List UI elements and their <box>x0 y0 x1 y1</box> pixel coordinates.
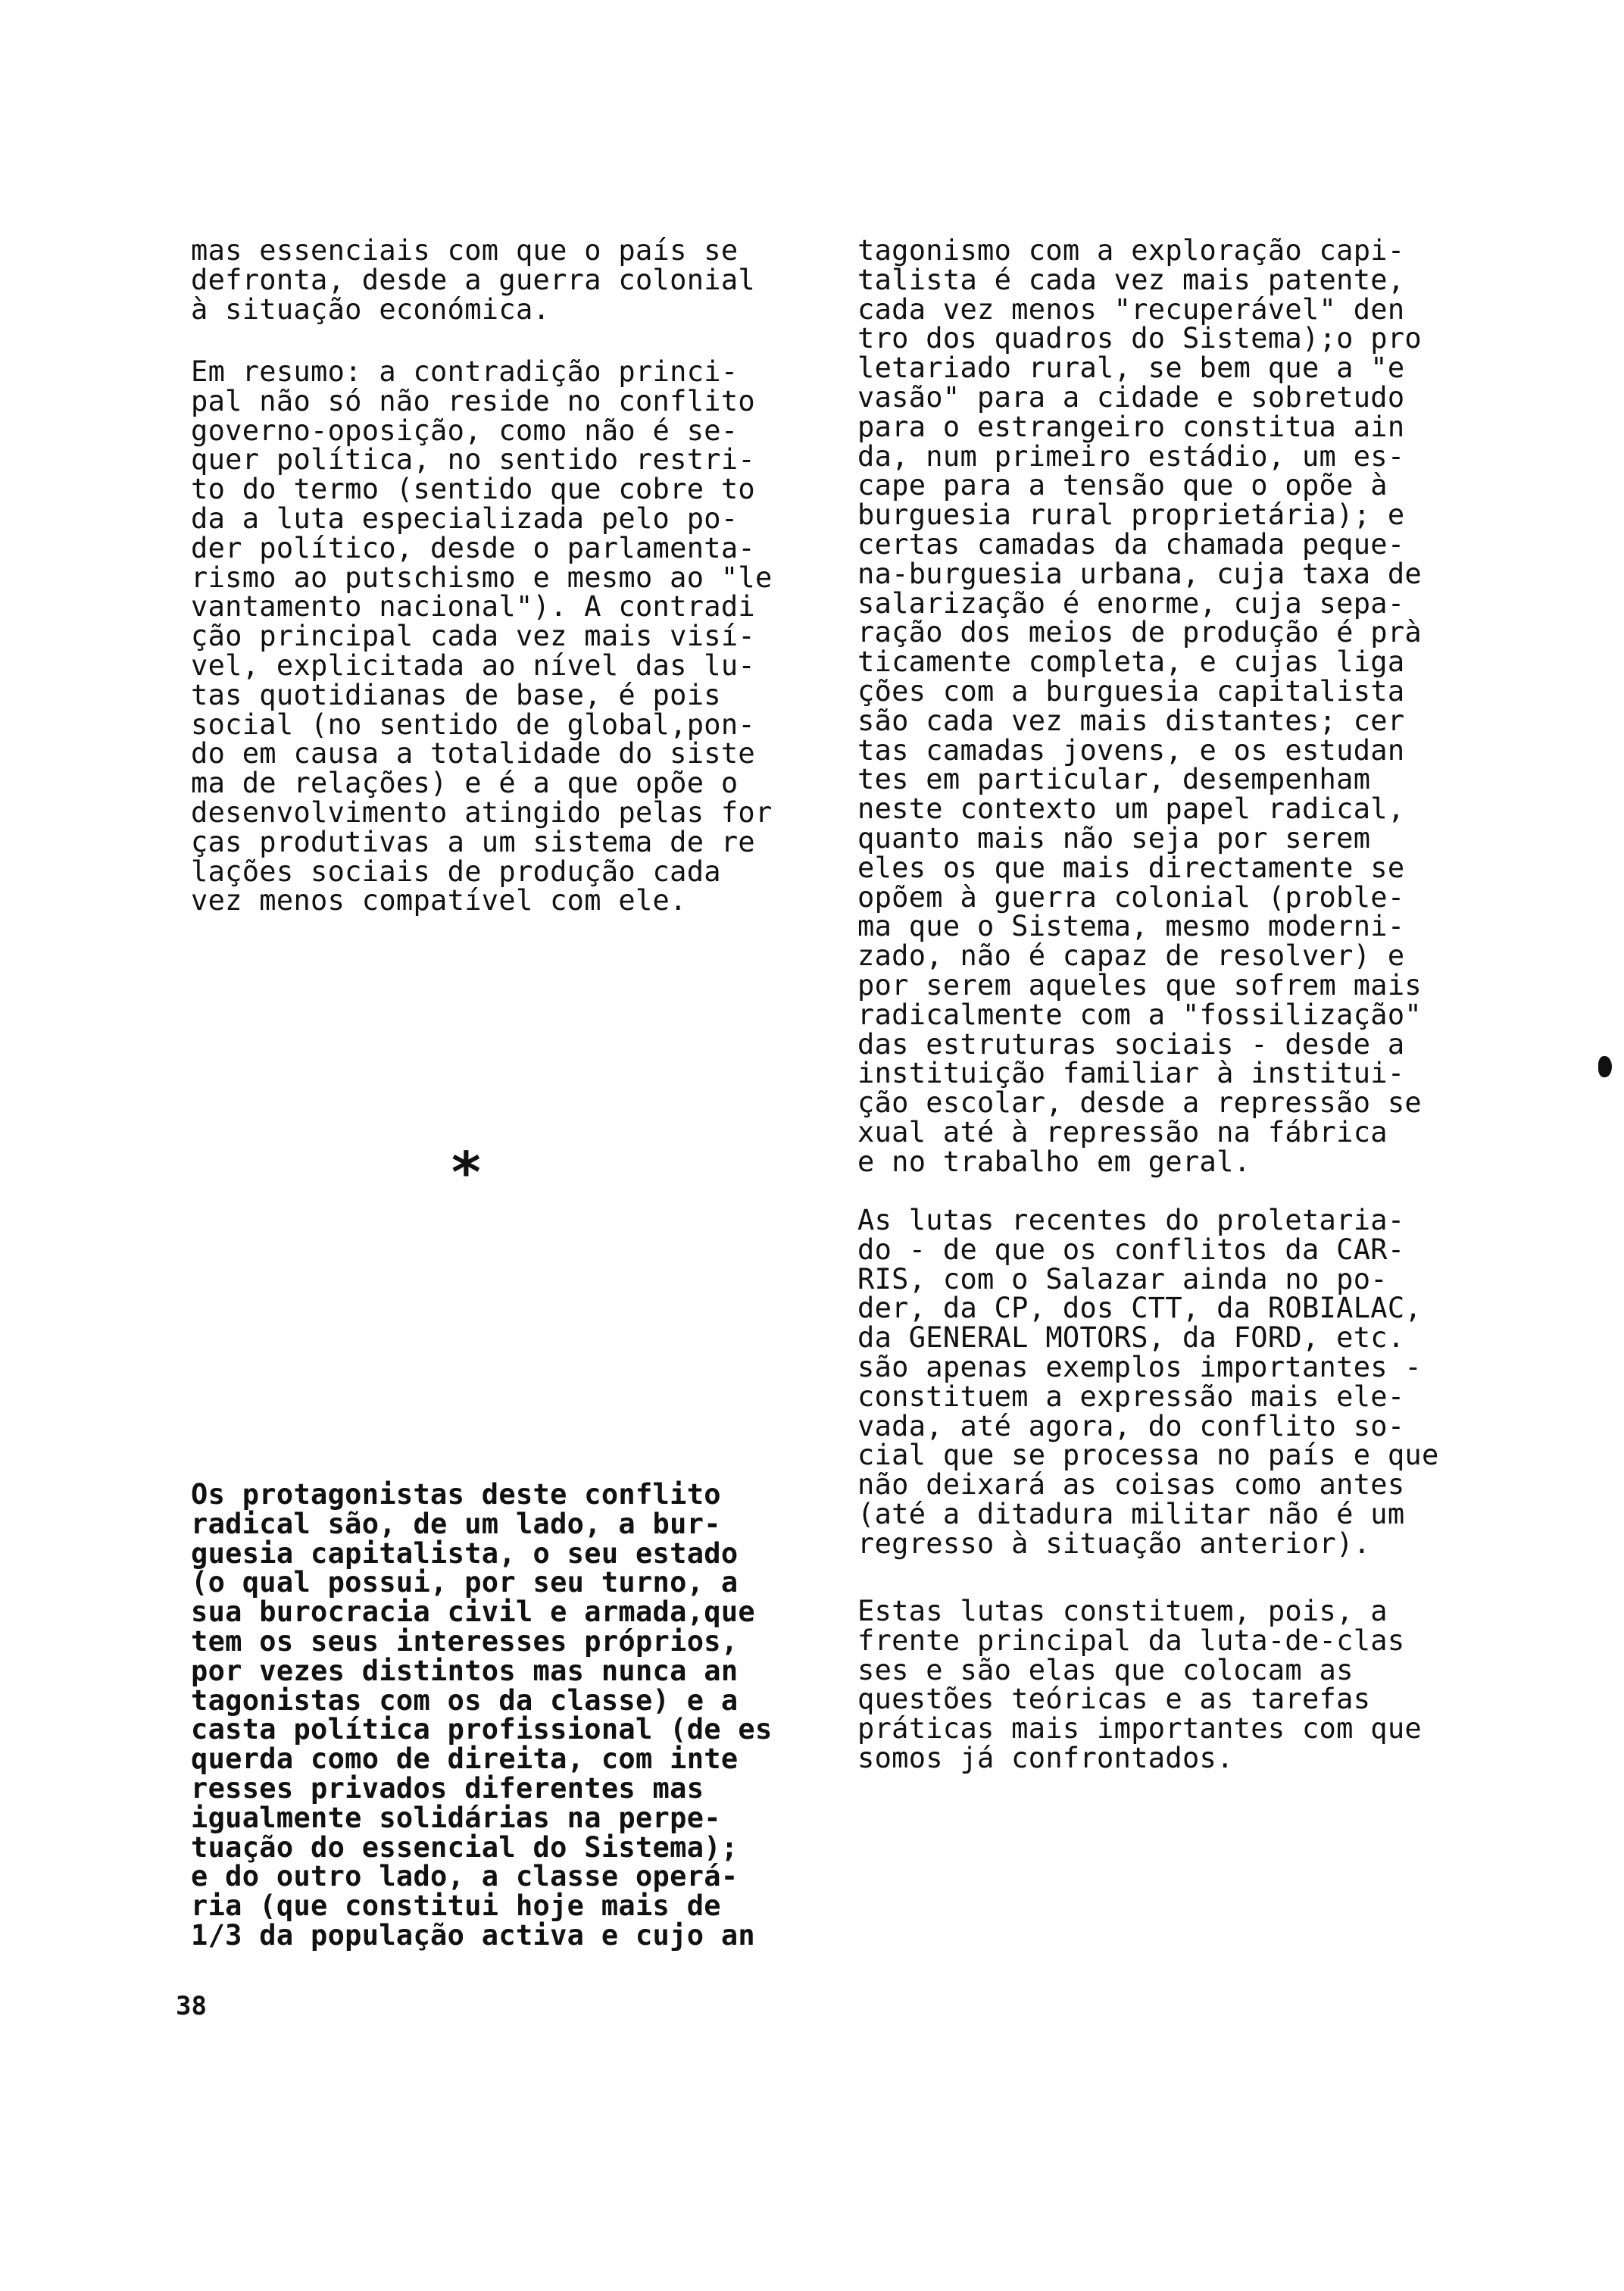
margin-ink-mark <box>1598 1056 1612 1077</box>
right-paragraph-3: Estas lutas constituem, pois, a frente principal da luta-de-clas ses e são elas que colocam as questões teóricas e as tarefas práticas mais importantes com que somos já confrontados. <box>857 1595 1423 1774</box>
right-paragraph-2: As lutas recentes do proletaria- do - de que os conflitos da CAR- RIS, com o Salazar ainda no po- der, da CP, dos CTT, da ROBIALAC, da GENERAL MOTORS, da FORD, etc. são apenas exemplos importantes - constituem a expressão mais ele- vada, até agora, do conflito so- cial que se processa no país e que não deixará as coisas como antes (até a ditadura militar não é um regresso à situação anterior). <box>857 1204 1439 1560</box>
right-paragraph-1: tagonismo com a exploração capi- talista é cada vez mais patente, cada vez menos "recuperável" den tro dos quadros do Sistema);o pro letariado rural, se bem que a "e vasão" para a cidade e sobretudo para o estrangeiro constitua ain da, num primeiro estádio, um es- cape para a tensão que o opõe à burguesia rural proprietária); e certas camadas da chamada peque- na-burguesia urbana, cuja taxa de salarização é enorme, cuja sepa- ração dos meios de produção é prà ticamente completa, e cujas liga ções com a burguesia capitalista são cada vez mais distantes; cer tas camadas jovens, e os estudan tes em particular, desempenham neste contexto um papel radical, quanto mais não seja por serem eles os que mais directamente se opõem à guerra colonial (proble- ma que o Sistema, mesmo moderni- zado, não é capaz de resolver) e por serem aqueles que sofrem mais radicalmente com a "fossilização" das estruturas sociais - desde a instituição familiar à institui- ção escolar, desde a repressão se xual até à repressão na fábrica e no trabalho em geral. <box>857 234 1423 1178</box>
left-paragraph-2: Em resumo: a contradição princi- pal não só não reside no conflito governo-oposição, como não é se- quer política, no sentido restri- to do termo (sentido que cobre to da a luta especializada pelo po- der político, desde o parlamenta- rismo ao putschismo e mesmo ao "le vantamento nacional"). A contradi ção principal cada vez mais visí- vel, explicitada ao nível das lu- tas quotidianas de base, é pois social (no sentido de global,pon- do em causa a totalidade do siste ma de relações) e é a que opõe o desenvolvimento atingido pelas for ças produtivas a um sistema de re lações sociais de produção cada vez menos compatível com ele. <box>191 355 773 917</box>
section-separator: * <box>451 1140 481 1205</box>
left-paragraph-3: Os protagonistas deste conflito radical são, de um lado, a bur- guesia capitalista, o seu estado (o qual possui, por seu turno, a sua burocracia civil e armada,que tem os seus interesses próprios, por vezes distintos mas nunca an tagonistas com os da classe) e a casta política profissional (de es querda como de direita, com inte resses privados diferentes mas igualmente solidárias na perpe- tuação do essencial do Sistema); e do outro lado, a classe operá- ria (que constitui hoje mais de 1/3 da população activa e cujo an <box>191 1478 773 1952</box>
left-paragraph-1: mas essenciais com que o país se defronta, desde a guerra colonial à situação económica. <box>191 234 756 326</box>
page-number: 38 <box>176 1991 207 2021</box>
